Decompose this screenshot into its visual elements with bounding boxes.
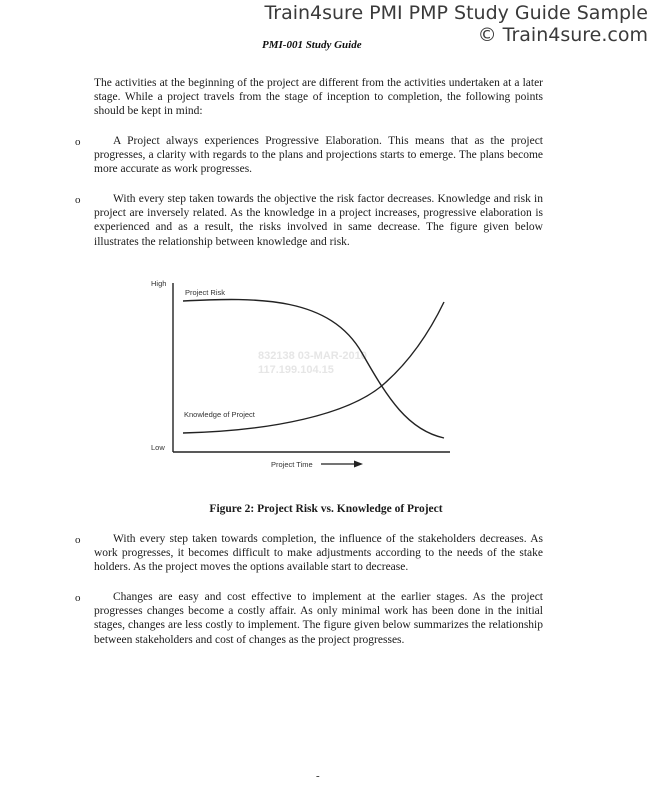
bullet-paragraph-4: [94, 590, 543, 647]
y-axis-low-label: Low: [151, 443, 165, 452]
bullet-text-1: A Project always experiences Progressive Elaboration. This means that as the project progresses, a clarity with regards to the plans and projections starts to emerge. The plans become more accurate as work progresses.: [94, 135, 543, 176]
document-header: PMI-001 Study Guide: [262, 39, 362, 51]
figure-stamp-line-1: 832138 03-MAR-2010: [258, 350, 367, 362]
bullet-text-4: Changes are easy and cost effective to implement at the earlier stages. As the project progresses changes become a costly affair. As only minimal work has been done in the initial stages, changes are less costly to implement. The figure given below summarizes the relationship between stakeholders and cost of changes as the project progresses.: [94, 591, 543, 646]
bullet-paragraph-3: [94, 532, 543, 575]
time-arrow-head-icon: [354, 461, 363, 468]
risk-knowledge-figure: [140, 275, 480, 475]
project-risk-label: Project Risk: [185, 288, 226, 297]
bullet-text-3: With every step taken towards completion, the influence of the stakeholders decreases. As work progresses, it becomes difficult to make adjustments according to the needs of the stake holders. As the project moves the options available start to decrease.: [94, 533, 543, 574]
figure-caption: Figure 2: Project Risk vs. Knowledge of Project: [209, 503, 443, 515]
watermark-line-2: © Train4sure.com: [477, 24, 648, 46]
bullet-text-2: With every step taken towards the objective the risk factor decreases. Knowledge and risk in project are inversely related. As the knowledge in a project increases, progressive elaboration is experienced and as a result, the risks involved in same decrease. The figure given below illustrates the relationship between knowledge and risk.: [94, 193, 543, 248]
bullet-marker-1: o: [75, 136, 81, 148]
figure-stamp-line-2: 117.199.104.15: [258, 364, 334, 376]
bullet-paragraph-1: [94, 134, 543, 177]
knowledge-label: Knowledge of Project: [184, 410, 255, 419]
bullet-marker-4: o: [75, 592, 81, 604]
bullet-paragraph-2: [94, 192, 543, 249]
bullet-marker-3: o: [75, 534, 81, 546]
project-time-label: Project Time: [271, 460, 313, 469]
intro-paragraph: The activities at the beginning of the project are different from the activities undertaken at a later stage. While a project travels from the stage of inception to completion, the following points should be kept in mind:: [94, 77, 543, 118]
bullet-marker-2: o: [75, 194, 81, 206]
risk-knowledge-diagram: [140, 275, 480, 475]
watermark-line-1: Train4sure PMI PMP Study Guide Sample: [264, 2, 648, 24]
page-footer-mark: -: [316, 770, 320, 782]
y-axis-high-label: High: [151, 279, 167, 288]
